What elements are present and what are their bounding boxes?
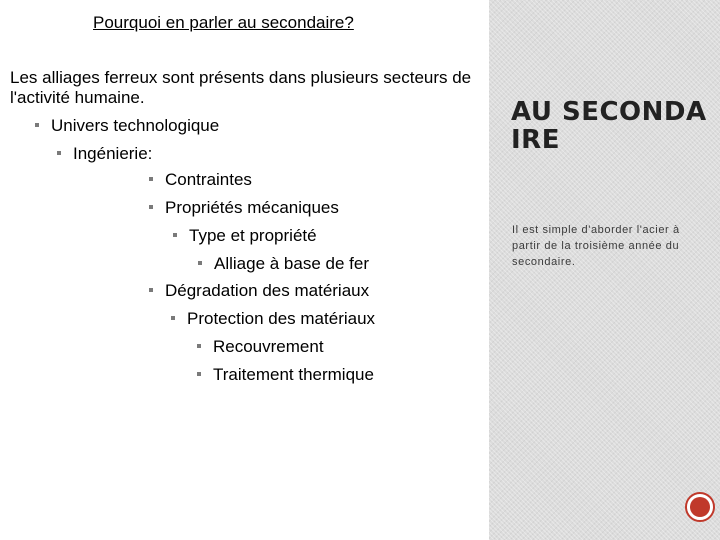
bullet-label: Traitement thermique	[213, 365, 374, 384]
bullet-square-icon	[197, 344, 201, 348]
bullet-level-3	[149, 281, 369, 301]
bullet-label: Ingénierie:	[73, 144, 153, 163]
bullet-level-4	[171, 309, 375, 329]
bullet-level-5	[197, 337, 324, 357]
bullet-square-icon	[173, 233, 177, 237]
bullet-square-icon	[35, 123, 39, 127]
bullet-square-icon	[197, 372, 201, 376]
bullet-square-icon	[149, 288, 153, 292]
bullet-level-3	[149, 170, 252, 190]
bullet-level-4	[173, 226, 317, 246]
bullet-label: Univers technologique	[51, 116, 220, 135]
side-description: Il est simple d'aborder l'acier à partir de la troisième année du secondaire.	[512, 224, 680, 268]
bullet-level-5	[197, 365, 374, 385]
bullet-square-icon	[171, 316, 175, 320]
bullet-square-icon	[57, 151, 61, 155]
bullet-label: Alliage à base de fer	[214, 254, 369, 273]
bullet-label: Dégradation des matériaux	[165, 281, 370, 300]
slide-nav-button[interactable]	[685, 492, 715, 522]
bullet-square-icon	[198, 261, 202, 265]
bullet-label: Type et propriété	[189, 226, 317, 245]
bullet-label: Protection des matériaux	[187, 309, 376, 328]
record-circle-icon	[690, 497, 710, 517]
side-heading: AU SECONDAIRE	[511, 97, 707, 155]
slide-title: Pourquoi en parler au secondaire?	[93, 13, 354, 32]
bullet-square-icon	[149, 205, 153, 209]
bullet-level-2	[57, 144, 152, 164]
bullet-level-5	[198, 254, 369, 274]
bullet-level-1	[35, 116, 219, 136]
bullet-label: Contraintes	[165, 170, 252, 189]
intro-text: Les alliages ferreux sont présents dans plusieurs secteurs de l'activité humaine.	[10, 68, 472, 107]
bullet-label: Recouvrement	[213, 337, 324, 356]
side-panel	[489, 0, 720, 540]
bullet-square-icon	[149, 177, 153, 181]
bullet-level-3	[149, 198, 339, 218]
bullet-label: Propriétés mécaniques	[165, 198, 339, 217]
